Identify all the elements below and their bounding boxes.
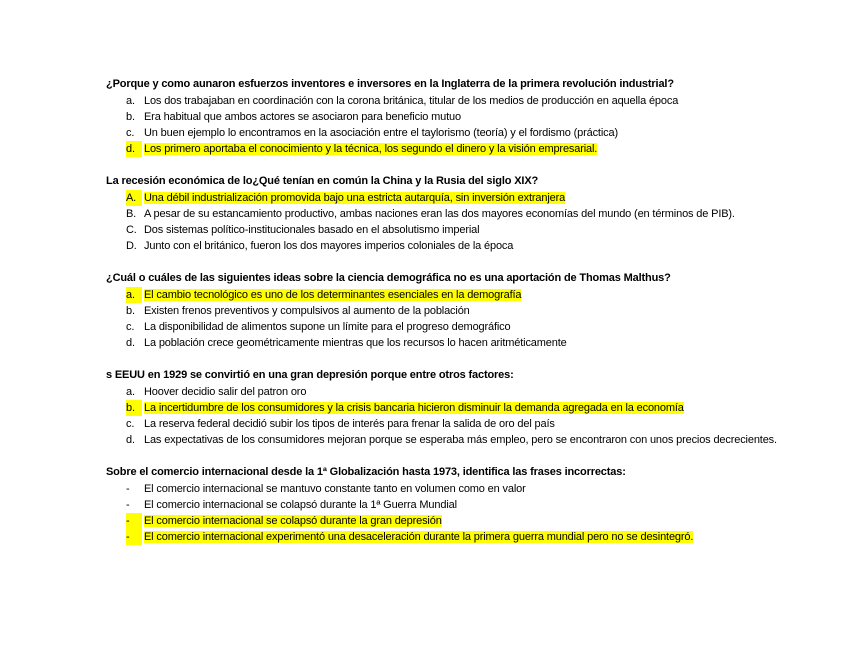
question-text: La recesión económica de lo¿Qué tenían en común la China y la Rusia del siglo XIX? [106,175,539,187]
option-marker: - [126,529,142,545]
option-marker: d. [126,434,135,446]
option-marker: - [126,513,142,529]
question-block-5 [106,465,786,545]
question-block-2 [106,174,786,254]
option-text: La disponibilidad de alimentos supone un límite para el progreso demográfico [144,321,511,333]
option-item-highlighted [106,400,786,416]
option-marker: - [126,483,130,495]
option-text-highlighted: La incertidumbre de los consumidores y la crisis bancaria hicieron disminuir la demanda agregada en la economía [144,402,684,414]
option-item [106,238,786,254]
option-marker: a. [126,287,142,303]
option-marker: B. [126,208,137,220]
option-item [106,109,786,125]
option-item [106,432,786,448]
question-block-4 [106,368,786,448]
option-text: Los dos trabajaban en coordinación con la corona británica, titular de los medios de producción en aquella época [144,95,679,107]
option-marker: c. [126,321,135,333]
option-text-highlighted: El comercio internacional experimentó una desaceleración durante la primera guerra mundial pero no se desintegró. [144,531,694,543]
option-item [106,416,786,432]
option-item-highlighted [106,513,786,529]
option-marker: a. [126,95,135,107]
option-item [106,93,786,109]
option-marker: D. [126,240,137,252]
option-text: La reserva federal decidió subir los tipos de interés para frenar la salida de oro del país [144,418,555,430]
option-item-highlighted [106,529,786,545]
document-body [106,77,786,562]
option-item [106,335,786,351]
option-item [106,384,786,400]
option-marker: - [126,499,130,511]
option-marker: b. [126,400,142,416]
question-text: s EEUU en 1929 se convirtió en una gran depresión porque entre otros factores: [106,369,514,381]
option-text: Dos sistemas político-institucionales basado en el absolutismo imperial [144,224,480,236]
option-item [106,206,786,222]
option-text: Un buen ejemplo lo encontramos en la asociación entre el taylorismo (teoría) y el fordismo (práctica) [144,127,618,139]
option-list [106,384,786,448]
option-item [106,497,786,513]
option-list [106,481,786,545]
option-item-highlighted [106,190,786,206]
question-text: Sobre el comercio internacional desde la 1ª Globalización hasta 1973, identifica las frases incorrectas: [106,466,626,478]
option-marker: C. [126,224,137,236]
option-text: Junto con el británico, fueron los dos mayores imperios coloniales de la época [144,240,514,252]
option-marker: b. [126,305,135,317]
option-text: Era habitual que ambos actores se asociaron para beneficio mutuo [144,111,461,123]
option-item [106,222,786,238]
option-marker: c. [126,127,135,139]
option-text: El comercio internacional se colapsó durante la 1ª Guerra Mundial [144,499,457,511]
option-text-highlighted: El comercio internacional se colapsó durante la gran depresión [144,515,442,527]
option-item [106,303,786,319]
option-text: El comercio internacional se mantuvo constante tanto en volumen como en valor [144,483,526,495]
option-item-highlighted [106,287,786,303]
question-text: ¿Cuál o cuáles de las siguientes ideas sobre la ciencia demográfica no es una aportación de Thomas Malthus? [106,272,671,284]
option-list [106,190,786,254]
question-block-1 [106,77,786,157]
option-text: Las expectativas de los consumidores mejoran porque se esperaba más empleo, pero se encontraron con unos precios decrecientes. [144,434,777,446]
option-item [106,319,786,335]
option-marker: d. [126,141,142,157]
option-text-highlighted: El cambio tecnológico es uno de los determinantes esenciales en la demografía [144,289,522,301]
question-text: ¿Porque y como aunaron esfuerzos inventores e inversores en la Inglaterra de la primera revolución industrial? [106,78,674,90]
option-text-highlighted: Los primero aportaba el conocimiento y la técnica, los segundo el dinero y la visión empresarial. [144,143,598,155]
option-item [106,125,786,141]
option-marker: c. [126,418,135,430]
option-marker: d. [126,337,135,349]
option-text: La población crece geométricamente mientras que los recursos lo hacen aritméticamente [144,337,567,349]
option-item [106,481,786,497]
option-text: Hoover decidio salir del patron oro [144,386,307,398]
option-marker: A. [126,190,142,206]
option-item-highlighted [106,141,786,157]
option-list [106,287,786,351]
option-marker: a. [126,386,135,398]
option-text: A pesar de su estancamiento productivo, ambas naciones eran las dos mayores economías del mundo (en términos de PIB). [144,208,735,220]
option-list [106,93,786,157]
option-marker: b. [126,111,135,123]
option-text-highlighted: Una débil industrialización promovida bajo una estricta autarquía, sin inversión extranjera [144,192,566,204]
option-text: Existen frenos preventivos y compulsivos al aumento de la población [144,305,470,317]
question-block-3 [106,271,786,351]
